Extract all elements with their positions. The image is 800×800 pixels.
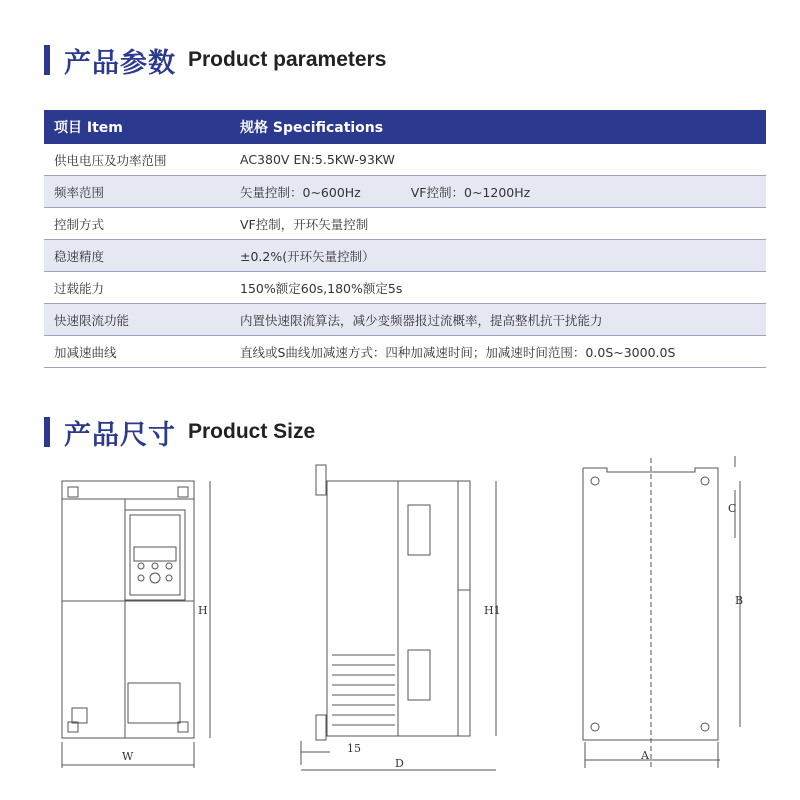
row-item: 频率范围 — [44, 176, 240, 208]
header-item: 项目 Item — [44, 110, 240, 144]
row-spec-secondary: VF控制：0~1200Hz — [410, 184, 531, 200]
row-item: 过载能力 — [44, 272, 240, 304]
row-item: 稳速精度 — [44, 240, 240, 272]
row-spec-text: 内置快速限流算法，减少变频器报过流概率，提高整机抗干扰能力 — [240, 312, 603, 328]
row-spec — [240, 144, 766, 176]
section-title-zh: 产品参数 — [64, 47, 176, 79]
parameters-table — [44, 110, 766, 368]
side-offset-label: 15 — [347, 742, 361, 755]
back-top-label: C — [728, 502, 737, 515]
row-item: 快速限流功能 — [44, 304, 240, 336]
row-spec — [240, 336, 766, 368]
row-spec-text: 直线或S曲线加减速方式：四种加减速时间；加减速时间范围：0.0S~3000.0S — [240, 344, 676, 360]
section-title-size — [44, 412, 315, 452]
back-width-label: A — [641, 749, 649, 762]
section-title-zh: 产品尺寸 — [64, 419, 176, 451]
row-spec — [240, 272, 766, 304]
row-item: 控制方式 — [44, 208, 240, 240]
row-spec — [240, 304, 766, 336]
row-spec — [240, 176, 766, 208]
table-row — [44, 336, 766, 368]
table-row — [44, 176, 766, 208]
table-row — [44, 272, 766, 304]
back-middle-label: B — [735, 594, 744, 607]
side-depth-label: D — [395, 757, 404, 770]
title-accent-bar — [44, 45, 50, 75]
side-view-drawing — [301, 465, 496, 770]
table-header-row — [44, 110, 766, 144]
dimension-drawings — [0, 450, 800, 790]
row-spec-text: AC380V EN:5.5KW-93KW — [240, 152, 395, 167]
header-spec: 规格 Specifications — [240, 110, 766, 144]
section-title-en: Product parameters — [188, 48, 387, 71]
row-spec-text: 矢量控制：0~600Hz — [240, 184, 361, 200]
table-row — [44, 144, 766, 176]
row-spec-text: VF控制，开环矢量控制 — [240, 216, 369, 232]
table-row — [44, 240, 766, 272]
table-row — [44, 304, 766, 336]
front-width-label: W — [122, 750, 134, 763]
row-item: 供电电压及功率范围 — [44, 144, 240, 176]
front-height-label: H — [198, 604, 208, 617]
row-spec — [240, 240, 766, 272]
front-view-drawing — [62, 481, 210, 768]
section-title-en: Product Size — [188, 420, 316, 443]
row-spec-text: ±0.2%(开环矢量控制） — [240, 248, 375, 264]
row-item: 加减速曲线 — [44, 336, 240, 368]
section-title-parameters — [44, 40, 386, 80]
side-height-label: H1 — [484, 604, 501, 617]
row-spec — [240, 208, 766, 240]
back-view-drawing — [583, 456, 740, 770]
title-accent-bar — [44, 417, 50, 447]
table-row — [44, 208, 766, 240]
row-spec-text: 150%额定60s,180%额定5s — [240, 280, 403, 296]
